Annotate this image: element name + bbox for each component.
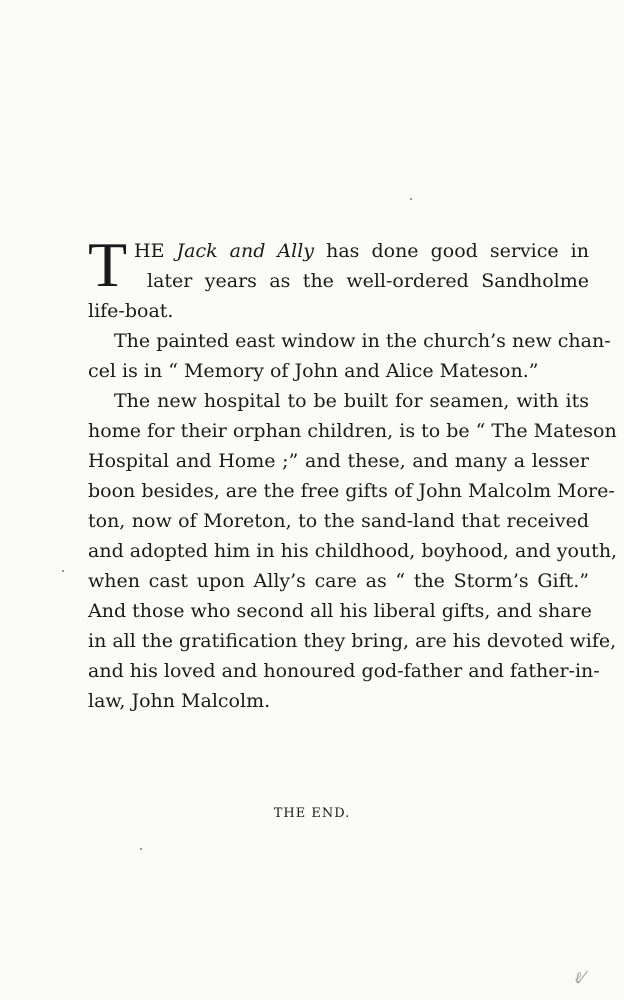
paragraph-2-line-1: The painted east window in the church’s new chan- (114, 330, 611, 352)
pencil-mark: ℓ⁄ (574, 968, 584, 987)
paragraph-1-line-1 (134, 236, 589, 266)
paper-speck (410, 198, 412, 200)
paragraph-3-line-5: ton, now of Moreton, to the sand-land that received (88, 510, 589, 532)
paragraph-3-line-11: law, John Malcolm. (88, 690, 271, 712)
paper-speck (140, 848, 142, 850)
paragraph-1-line-2: later years as the well-ordered Sandholme (147, 270, 589, 292)
paragraph-3-line-3: Hospital and Home ;” and these, and many a lesser (88, 450, 589, 472)
paragraph-2-line-2: cel is in “ Memory of John and Alice Mateson.” (88, 360, 539, 382)
paragraph-3-line-8: And those who second all his liberal gifts, and share (88, 600, 592, 622)
paragraph-3-line-10: and his loved and honoured god-father and father-in- (88, 660, 600, 682)
paragraph-3-line-2: home for their orphan children, is to be “ The Mateson (88, 420, 617, 442)
paragraph-3-line-7: when cast upon Ally’s care as “ the Storm’s Gift.” (88, 570, 589, 592)
line-1-pre: HE (134, 240, 177, 262)
paragraph-3-line-9: in all the gratification they bring, are his devoted wife, (88, 630, 617, 652)
paper-speck (62, 570, 64, 572)
paragraph-3-line-1: The new hospital to be built for seamen, with its (114, 390, 589, 412)
drop-cap: T (88, 229, 128, 300)
paragraph-1-line-3: life-boat. (88, 300, 174, 322)
paragraph-3-line-4: boon besides, are the free gifts of John Malcolm More- (88, 480, 615, 502)
boat-name: Jack and Ally (176, 240, 315, 262)
the-end-label: THE END. (273, 806, 351, 821)
line-1-post: has done good service in (314, 240, 589, 262)
paragraph-3-line-6: and adopted him in his childhood, boyhood, and youth, (88, 540, 618, 562)
